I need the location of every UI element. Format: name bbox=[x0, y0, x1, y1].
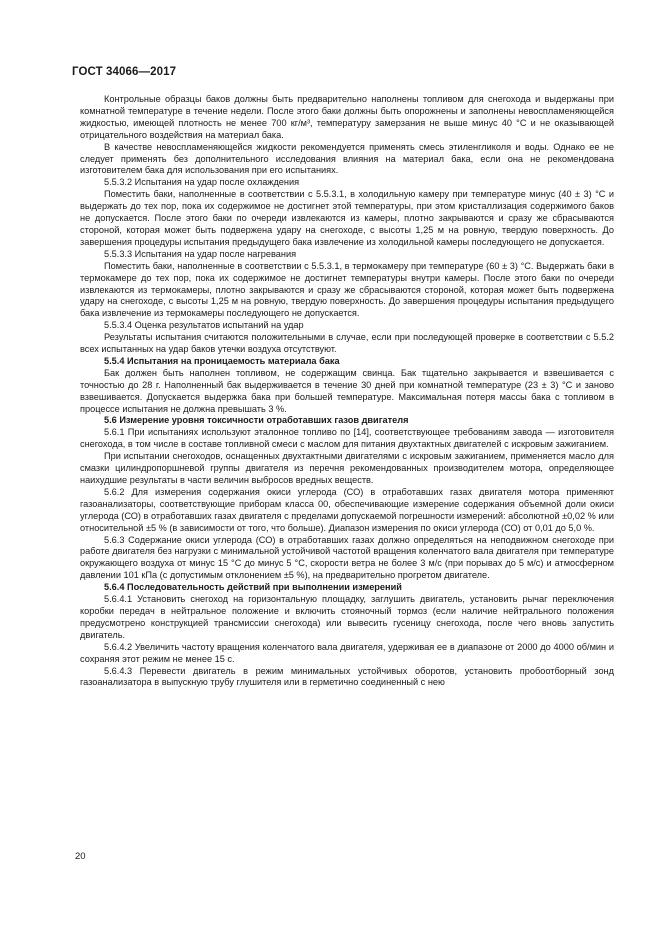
subsection-heading: 5.5.3.3 Испытания на удар после нагревания bbox=[104, 248, 297, 259]
section-heading: 5.6.4 Последовательность действий при выполнении измерений bbox=[104, 582, 402, 593]
paragraph: Бак должен быть наполнен топливом, не содержащим свинца. Бак тщательно закрывается и взвешивается с точностью до 28 г. Наполненный бак выдерживается в течение 30 дней при комнатной температуре (23 ± 3) °С и заново взвешивается. Допускается выдержка бака при большей температуре. Максимальная потеря массы бака с топливом в процессе испытания не должна превышать 3 %. bbox=[80, 367, 614, 414]
paragraph: В качестве невоспламеняющейся жидкости рекомендуется применять смесь этиленгликоля и воды. Однако ее не следует применять без дополнительного исследования влияния на материал бака, если она не рекомендована изготовителем бака для использования при его испытаниях. bbox=[80, 141, 614, 176]
subsection-heading: 5.5.3.2 Испытания на удар после охлаждения bbox=[104, 177, 300, 188]
paragraph: 5.6.2 Для измерения содержания окиси углерода (СО) в отработавших газах двигателя мотора применяют газоанализаторы, соответствующие приборам класса 00, обеспечивающие измерение содержания объемной доли окиси углерода (СО) в отработавших газах двигателя с пределами допускаемой погрешности измерений: абсолютной ±0,02 % или относительной ±5 % (в зависимости от того, что больше). Диапазон измерения по окиси углерода (СО) от 0,01 до 5,0 %. bbox=[80, 486, 614, 533]
paragraph: 5.6.1 При испытаниях используют эталонное топливо по [14], соответствующее требованиям завода — изготовителя снегохода, в том числе в составе топливной смеси с маслом для питания двухтактных двигателей с искровым зажиганием. bbox=[80, 427, 614, 450]
subsection-heading: 5.5.3.4 Оценка результатов испытаний на удар bbox=[104, 320, 304, 331]
page-number: 20 bbox=[75, 851, 86, 862]
paragraph: Поместить баки, наполненные в соответствии с 5.5.3.1, в термокамеру при температуре (60 ± 3) °С. Выдержать баки в термокамере до тех пор, пока их содержимое не достигнет температуры внутри камеры. После этого баки по очереди извлекаются из термокамеры, плотно закрываются и сразу же сбрасываются стороной, которая может быть подвержена удару на снегоходе, с высоты 1,25 м на ровную, твердую поверхность. До завершения процедуры испытания предыдущего бака извлечение из термокамеры последующего не допускается. bbox=[80, 260, 614, 319]
paragraph: 5.6.4.1 Установить снегоход на горизонтальную площадку, заглушить двигатель, установить рычаг переключения коробки передач в нейтральное положение и включить стояночный тормоз (если наличие нейтрального положения предусмотрено конструкцией трансмиссии снегохода) или вывесить гусеницу снегохода, после чего вновь запустить двигатель. bbox=[80, 594, 614, 640]
paragraph: Результаты испытания считаются положительными в случае, если при последующей проверке в соответствии с 5.5.2 всех испытанных на удар баков утечки воздуха отсутствуют. bbox=[80, 332, 614, 355]
paragraph: Контрольные образцы баков должны быть предварительно наполнены топливом для снегохода и выдержаны при комнатной температуре в течение недели. После этого баки должны быть опорожнены и заполнены невоспламеняющейся жидкостью, имеющей плотность не менее 700 кг/м³, температуру замерзания не выше минус 40 °С и не оказывающей отрицательного воздействия на материал бака. bbox=[80, 94, 614, 140]
paragraph: При испытании снегоходов, оснащенных двухтактными двигателями с искровым зажиганием, применяется масло для смазки цилиндропоршневой группы двигателя из перечня рекомендованных производителем мотора, определяющее наихудшие результаты в части величин выбросов вредных веществ. bbox=[80, 451, 614, 485]
document-body bbox=[80, 94, 614, 689]
page-header-standard-number: ГОСТ 34066—2017 bbox=[72, 66, 177, 78]
paragraph: 5.6.4.3 Перевести двигатель в режим минимальных устойчивых оборотов, установить пробоотборный зонд газоанализатора в выпускную трубу глушителя или в герметично соединенный с нею bbox=[80, 665, 614, 688]
paragraph: 5.6.4.2 Увеличить частоту вращения коленчатого вала двигателя, удерживая ее в диапазоне от 2000 до 4000 об/мин и сохраняя этот режим не менее 15 с. bbox=[80, 641, 614, 664]
paragraph: Поместить баки, наполненные в соответствии с 5.5.3.1, в холодильную камеру при температуре минус (40 ± 3) °С и выдержать до тех пор, пока их содержимое не достигнет этой температуры, при этом кристаллизация содержимого баков не допускается. После этого баки по очереди извлекаются из камеры, плотно закрываются и сразу же сбрасываются стороной, которая может быть подвержена удару на снегоходе, с высоты 1,25 м на ровную, твердую поверхность. До завершения процедуры испытания предыдущего бака извлечение из холодильной камеры последующего не допускается. bbox=[80, 189, 614, 247]
paragraph: 5.6.3 Содержание окиси углерода (СО) в отработавших газах должно определяться на неподвижном снегоходе при работе двигателя без нагрузки с минимальной устойчивой частотой вращения коленчатого вала двигателя при температуре окружающего воздуха от минус 15 °С до минус 5 °С, скорости ветра не более 3 м/с (при порывах до 5 м/с) и атмосферном давлении 101 кПа (с допустимым отклонением ±5 %), на предварительно прогретом двигателе. bbox=[80, 534, 614, 581]
section-heading: 5.6 Измерение уровня токсичности отработавших газов двигателя bbox=[104, 415, 409, 426]
section-heading: 5.5.4 Испытания на проницаемость материала бака bbox=[104, 355, 340, 366]
